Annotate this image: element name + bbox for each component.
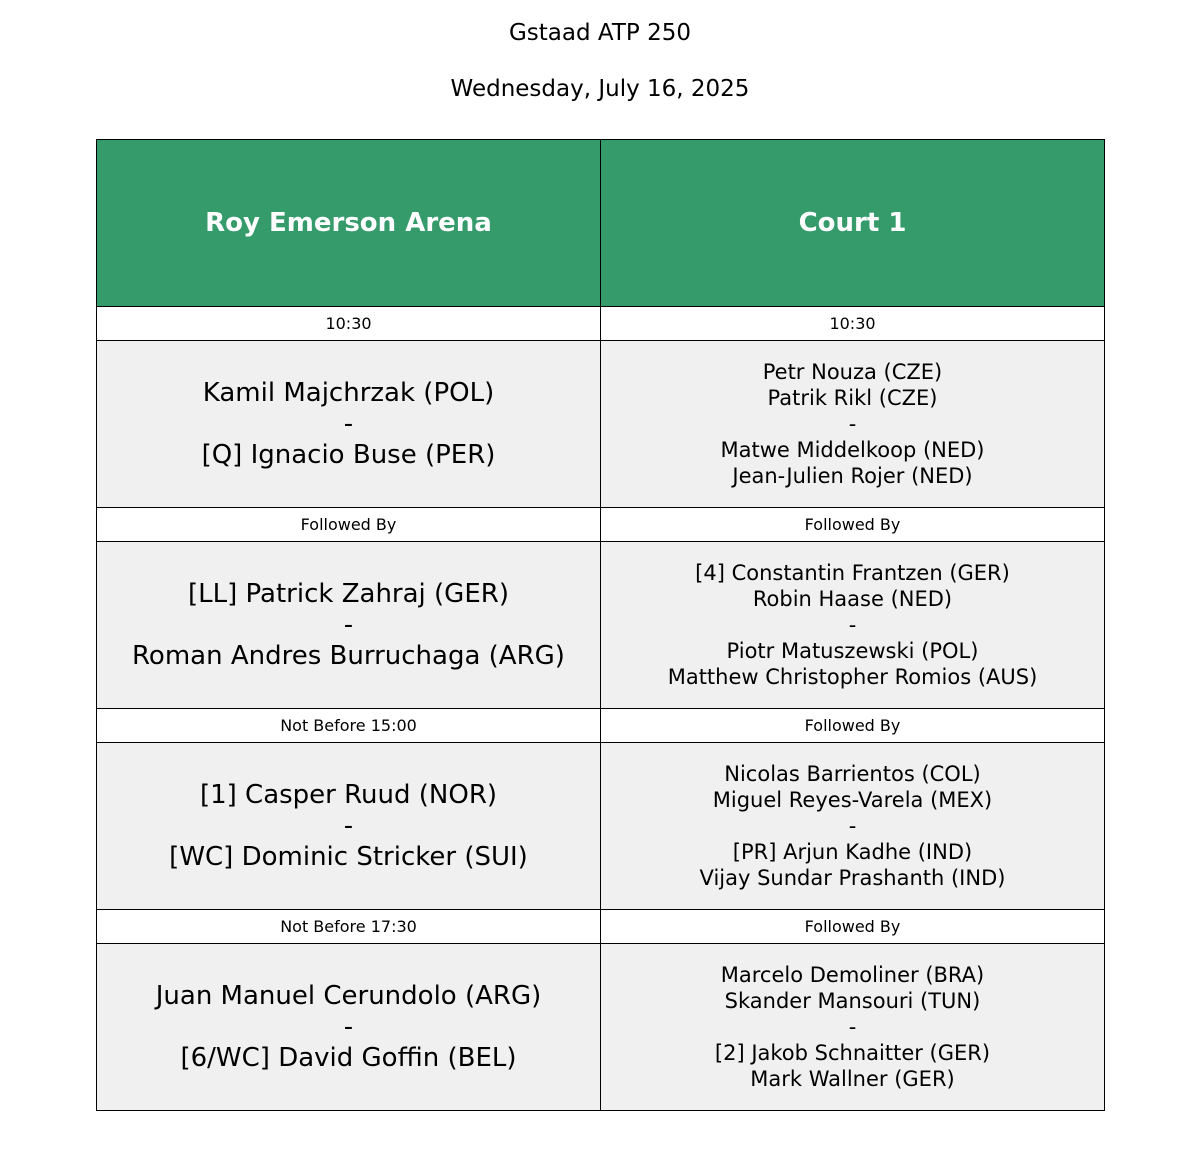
- schedule-date: Wednesday, July 16, 2025: [450, 76, 750, 102]
- player-name: Jean-Julien Rojer (NED): [732, 464, 973, 488]
- player-name: Juan Manuel Cerundolo (ARG): [155, 980, 542, 1011]
- player-name: [2] Jakob Schnaitter (GER): [714, 1041, 991, 1065]
- player-name: Marcelo Demoliner (BRA): [720, 963, 985, 987]
- singles-match-cell: [97, 743, 601, 910]
- player-name: [1] Casper Ruud (NOR): [199, 779, 498, 810]
- player-name: [PR] Arjun Kadhe (IND): [732, 840, 973, 864]
- singles-match-cell: [97, 341, 601, 508]
- player-name: [4] Constantin Frantzen (GER): [695, 561, 1010, 585]
- court-header-roy-emerson-arena: Roy Emerson Arena: [97, 140, 601, 307]
- player-name: Piotr Matuszewski (POL): [726, 639, 979, 663]
- versus-separator: -: [848, 814, 857, 838]
- player-name: [WC] Dominic Stricker (SUI): [169, 841, 528, 872]
- match-players: [601, 359, 1104, 489]
- match-time-label: Not Before 17:30: [97, 910, 601, 944]
- match-row: [97, 743, 1105, 910]
- match-row: [97, 542, 1105, 709]
- match-time-label: Followed By: [601, 910, 1105, 944]
- player-name: Petr Nouza (CZE): [762, 360, 943, 384]
- doubles-match-cell: [601, 944, 1105, 1111]
- player-name: Mark Wallner (GER): [750, 1067, 955, 1091]
- time-row: [97, 709, 1105, 743]
- versus-separator: -: [343, 810, 354, 841]
- match-players: [601, 560, 1104, 690]
- match-time-label: Followed By: [601, 508, 1105, 542]
- match-players: [601, 761, 1104, 891]
- tournament-title: Gstaad ATP 250: [508, 20, 691, 46]
- doubles-match-cell: [601, 743, 1105, 910]
- versus-separator: -: [343, 408, 354, 439]
- player-name: Roman Andres Burruchaga (ARG): [132, 640, 565, 671]
- court-header-row: [97, 140, 1105, 307]
- player-name: [6/WC] David Goffin (BEL): [180, 1042, 517, 1073]
- versus-separator: -: [343, 1011, 354, 1042]
- player-name: Matwe Middelkoop (NED): [720, 438, 985, 462]
- match-row: [97, 944, 1105, 1111]
- match-players: [97, 780, 600, 873]
- match-row: [97, 341, 1105, 508]
- player-name: Vijay Sundar Prashanth (IND): [699, 866, 1006, 890]
- singles-match-cell: [97, 542, 601, 709]
- player-name: Matthew Christopher Romios (AUS): [667, 665, 1038, 689]
- time-row: [97, 910, 1105, 944]
- versus-separator: -: [848, 412, 857, 436]
- match-time-label: 10:30: [601, 307, 1105, 341]
- match-time-label: 10:30: [97, 307, 601, 341]
- player-name: Kamil Majchrzak (POL): [202, 377, 495, 408]
- match-players: [97, 378, 600, 471]
- doubles-match-cell: [601, 542, 1105, 709]
- match-time-label: Followed By: [97, 508, 601, 542]
- singles-match-cell: [97, 944, 601, 1111]
- match-players: [97, 981, 600, 1074]
- match-time-label: Not Before 15:00: [97, 709, 601, 743]
- time-row: [97, 508, 1105, 542]
- player-name: Skander Mansouri (TUN): [724, 989, 981, 1013]
- player-name: Patrik Rikl (CZE): [767, 386, 938, 410]
- versus-separator: -: [343, 609, 354, 640]
- court-header-court-1: Court 1: [601, 140, 1105, 307]
- player-name: [LL] Patrick Zahraj (GER): [188, 578, 509, 609]
- match-players: [97, 579, 600, 672]
- player-name: Miguel Reyes-Varela (MEX): [712, 788, 993, 812]
- doubles-match-cell: [601, 341, 1105, 508]
- player-name: [Q] Ignacio Buse (PER): [201, 439, 496, 470]
- match-time-label: Followed By: [601, 709, 1105, 743]
- player-name: Robin Haase (NED): [752, 587, 953, 611]
- order-of-play-table: [96, 139, 1105, 1111]
- player-name: Nicolas Barrientos (COL): [724, 762, 981, 786]
- versus-separator: -: [848, 1015, 857, 1039]
- time-row: [97, 307, 1105, 341]
- versus-separator: -: [848, 613, 857, 637]
- match-players: [601, 962, 1104, 1092]
